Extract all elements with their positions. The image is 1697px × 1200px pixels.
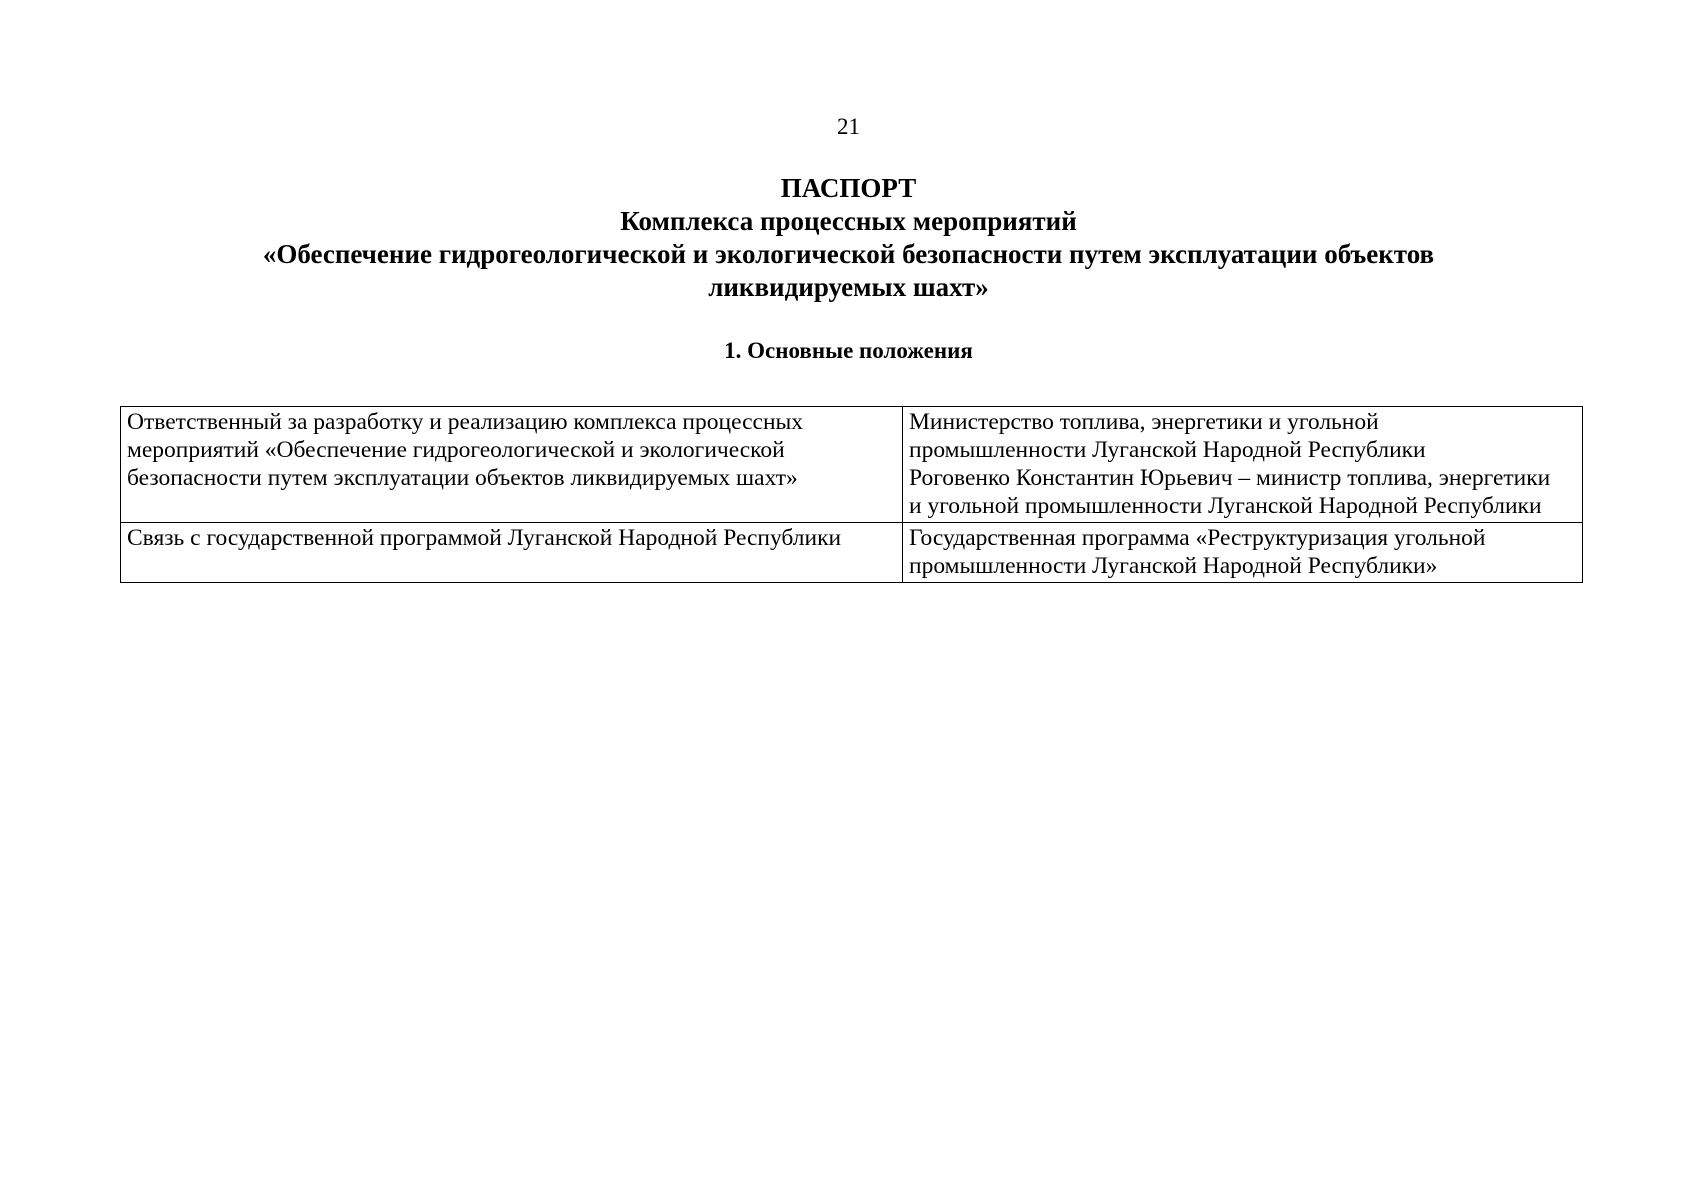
cell-text-line: и угольной промышленности Луганской Народной Республики: [909, 493, 1542, 519]
cell-text-line: промышленности Луганской Народной Республики: [909, 437, 1426, 463]
table-row: [121, 407, 1583, 523]
title-line-3: «Обеспечение гидрогеологической и экологической безопасности путем эксплуатации объектов: [262, 239, 1435, 269]
title-line-4: ликвидируемых шахт»: [708, 272, 989, 302]
page-number: 21: [837, 114, 860, 139]
cell-text-line: безопасности путем эксплуатации объектов ликвидируемых шахт»: [127, 465, 798, 491]
title-line-2: Комплекса процессных мероприятий: [620, 206, 1077, 236]
cell-text-line: Связь с государственной программой Луганской Народной Республики: [127, 525, 842, 551]
cell-text-line: Министерство топлива, энергетики и угольной: [909, 409, 1379, 435]
passport-table: [120, 406, 1583, 583]
title-line-1: ПАСПОРТ: [780, 173, 917, 203]
section-heading: 1. Основные положения: [724, 338, 973, 363]
cell-text-line: мероприятий «Обеспечение гидрогеологической и экологической: [127, 437, 785, 463]
row-label-cell: [121, 523, 903, 583]
row-value-cell: [903, 407, 1583, 523]
cell-text-line: Ответственный за разработку и реализацию комплекса процессных: [127, 409, 804, 435]
document-title: [120, 172, 1577, 304]
cell-text-line: Роговенко Константин Юрьевич – министр топлива, энергетики: [909, 465, 1551, 491]
row-label-cell: [121, 407, 903, 523]
cell-text-line: Государственная программа «Реструктуризация угольной: [909, 525, 1486, 551]
row-value-cell: [903, 523, 1583, 583]
cell-text-line: промышленности Луганской Народной Республики»: [909, 553, 1438, 579]
table-row: [121, 523, 1583, 583]
